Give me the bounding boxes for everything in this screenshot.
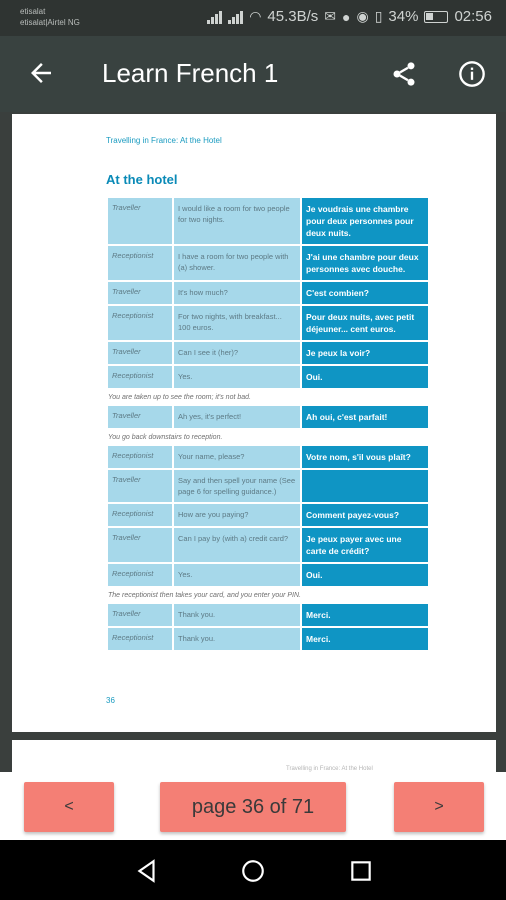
stage-note: The receptionist then takes your card, and you enter your PIN.	[108, 592, 301, 599]
dialogue-row	[108, 246, 428, 280]
english-cell: Your name, please?	[174, 446, 300, 468]
french-cell: J'ai une chambre pour deux personnes avec douche.	[302, 246, 428, 280]
speaker-cell: Receptionist	[108, 628, 172, 650]
french-cell: Je peux la voir?	[302, 342, 428, 364]
french-cell: C'est combien?	[302, 282, 428, 304]
pagination-bar	[0, 772, 506, 840]
dialogue-row	[108, 342, 428, 364]
english-cell: Can I see it (her)?	[174, 342, 300, 364]
document-page	[12, 114, 496, 732]
french-cell: Merci.	[302, 604, 428, 626]
speaker-cell: Traveller	[108, 342, 172, 364]
status-icons	[207, 8, 492, 25]
speaker-cell: Receptionist	[108, 446, 172, 468]
english-cell: Yes.	[174, 564, 300, 586]
dialogue-row	[108, 446, 428, 468]
carrier-info	[20, 6, 80, 28]
app-bar	[0, 36, 506, 112]
french-cell: Ah oui, c'est parfait!	[302, 406, 428, 428]
speaker-cell: Traveller	[108, 198, 172, 244]
nav-home-icon[interactable]	[240, 858, 266, 884]
dialogue-row	[108, 306, 428, 340]
dialogue-row	[108, 528, 428, 562]
next-page-button[interactable]: >	[394, 782, 484, 832]
english-cell: I would like a room for two people for two nights.	[174, 198, 300, 244]
speaker-cell: Receptionist	[108, 564, 172, 586]
speaker-cell: Traveller	[108, 604, 172, 626]
carrier-2: etisalat|Airtel NG	[20, 18, 80, 27]
french-cell: Je voudrais une chambre pour deux personnes pour deux nuits.	[302, 198, 428, 244]
dialogue-row	[108, 406, 428, 428]
english-cell: For two nights, with breakfast... 100 euros.	[174, 306, 300, 340]
app-title: Learn French 1	[102, 58, 279, 88]
french-cell: Pour deux nuits, avec petit déjeuner... cent euros.	[302, 306, 428, 340]
english-cell: Say and then spell your name (See page 6 for spelling guidance.)	[174, 470, 300, 502]
dialogue-row	[108, 604, 428, 626]
dialogue-row	[108, 282, 428, 304]
previous-page-button[interactable]: <	[24, 782, 114, 832]
system-nav-bar	[0, 840, 506, 900]
app-icon: ●	[342, 8, 351, 25]
speaker-cell: Traveller	[108, 528, 172, 562]
dialogue-row	[108, 470, 428, 502]
battery-icon	[424, 11, 448, 23]
dialogue-row	[108, 628, 428, 650]
mail-icon: ✉	[324, 8, 337, 24]
page-heading: At the hotel	[106, 172, 178, 187]
english-cell: It's how much?	[174, 282, 300, 304]
speaker-cell: Traveller	[108, 470, 172, 502]
clock: 02:56	[454, 8, 492, 25]
english-cell: I have a room for two people with (a) shower.	[174, 246, 300, 280]
share-icon[interactable]	[390, 60, 418, 88]
dialogue-row	[108, 198, 428, 244]
nav-recents-icon[interactable]	[348, 858, 374, 884]
wifi-icon: ◠	[249, 8, 262, 24]
status-bar	[0, 0, 506, 36]
english-cell: Yes.	[174, 366, 300, 388]
english-cell: Thank you.	[174, 604, 300, 626]
speaker-cell: Receptionist	[108, 366, 172, 388]
running-head: Travelling in France: At the Hotel	[106, 136, 222, 145]
next-page-running-head: Travelling in France: At the Hotel	[286, 766, 373, 772]
network-speed: 45.3B/s	[267, 8, 319, 25]
dialogue-table	[108, 198, 428, 652]
french-cell: Oui.	[302, 564, 428, 586]
stage-note: You are taken up to see the room; it's not bad.	[108, 394, 251, 401]
signal-icon	[207, 10, 222, 24]
signal-icon-2	[228, 10, 243, 24]
nav-back-icon[interactable]	[134, 858, 160, 884]
french-cell: Merci.	[302, 628, 428, 650]
dialogue-row	[108, 564, 428, 586]
speaker-cell: Traveller	[108, 282, 172, 304]
french-cell	[302, 470, 428, 502]
speaker-cell: Receptionist	[108, 246, 172, 280]
stage-note: You go back downstairs to reception.	[108, 434, 223, 441]
eye-icon: ◉	[356, 8, 369, 24]
dialogue-row	[108, 504, 428, 526]
speaker-cell: Receptionist	[108, 306, 172, 340]
dialogue-row	[108, 366, 428, 388]
speaker-cell: Traveller	[108, 406, 172, 428]
speaker-cell: Receptionist	[108, 504, 172, 526]
arrow-left-icon[interactable]	[26, 58, 56, 88]
carrier-1: etisalat	[20, 7, 46, 16]
english-cell: Thank you.	[174, 628, 300, 650]
english-cell: How are you paying?	[174, 504, 300, 526]
page-indicator-button[interactable]: page 36 of 71	[160, 782, 346, 832]
english-cell: Can I pay by (with a) credit card?	[174, 528, 300, 562]
info-icon[interactable]	[458, 60, 486, 88]
battery-percent: 34%	[388, 8, 419, 25]
page-number: 36	[106, 696, 115, 705]
french-cell: Votre nom, s'il vous plaît?	[302, 446, 428, 468]
french-cell: Je peux payer avec une carte de crédit?	[302, 528, 428, 562]
french-cell: Comment payez-vous?	[302, 504, 428, 526]
english-cell: Ah yes, it's perfect!	[174, 406, 300, 428]
french-cell: Oui.	[302, 366, 428, 388]
vibrate-icon: ▯	[374, 8, 383, 24]
document-viewer[interactable]	[0, 112, 506, 772]
